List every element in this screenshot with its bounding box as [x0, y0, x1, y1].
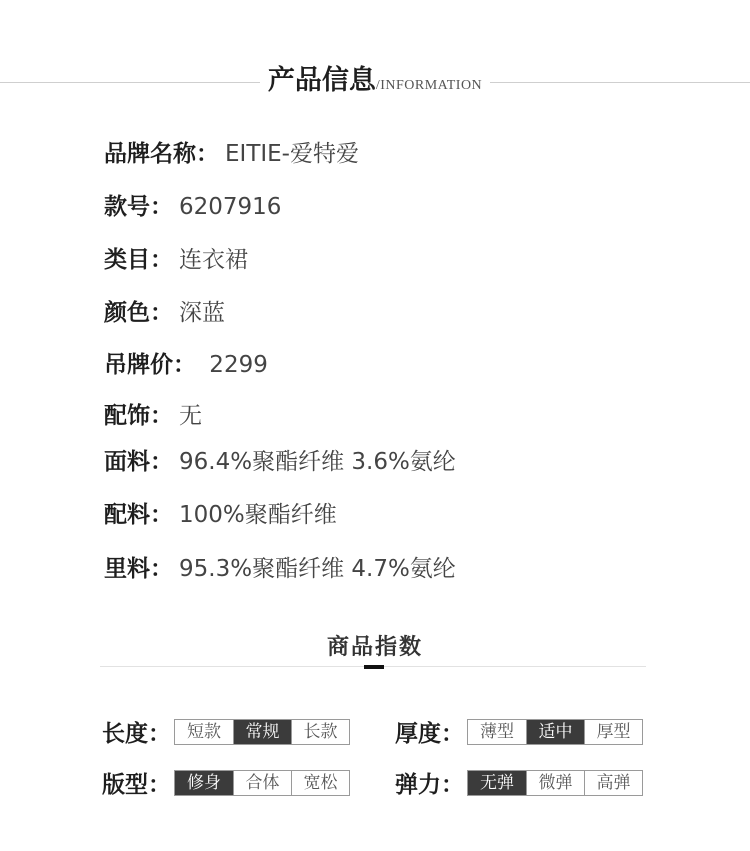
attr-option: 微弹 [526, 771, 584, 795]
attr-options [467, 719, 643, 745]
info-value: 2299 [202, 352, 268, 378]
info-value: 6207916 [179, 194, 282, 220]
info-value: 95.3%聚酯纤维 4.7%氨纶 [179, 556, 456, 582]
attr-fit [102, 766, 350, 799]
attr-label: 弹力： [395, 772, 464, 798]
info-label: 类目： [104, 247, 173, 273]
attr-option: 长款 [291, 720, 349, 744]
attr-option: 无弹 [468, 771, 526, 795]
info-label: 款号： [104, 194, 173, 220]
attr-label: 长度： [102, 721, 171, 747]
attr-options [174, 770, 350, 796]
info-label: 配饰： [104, 403, 173, 429]
section-header [0, 58, 750, 97]
info-row-fabric [104, 447, 456, 477]
info-label: 面料： [104, 449, 173, 475]
info-label: 品牌名称： [104, 141, 219, 167]
info-value: 无 [179, 403, 202, 429]
info-row-lining [104, 554, 456, 584]
index-divider-accent [364, 665, 384, 669]
attr-label: 厚度： [395, 721, 464, 747]
attr-label: 版型： [102, 772, 171, 798]
info-label: 吊牌价： [104, 352, 196, 378]
attr-options [174, 719, 350, 745]
info-row-brand [104, 139, 359, 169]
attr-option: 薄型 [480, 721, 514, 742]
info-row-accessories [104, 401, 202, 431]
attr-option: 高弹 [584, 771, 642, 795]
attr-option: 修身 [175, 771, 233, 795]
attr-option: 适中 [526, 720, 584, 744]
info-value: 100%聚酯纤维 [179, 502, 337, 528]
attr-elasticity [395, 766, 643, 799]
attr-options [467, 770, 643, 796]
info-value: EITIE-爱特爱 [225, 141, 359, 167]
section-title: 产品信息 [267, 65, 376, 96]
attr-option: 合体 [233, 771, 291, 795]
section-subtitle: /INFORMATION [375, 78, 483, 93]
info-row-color [104, 298, 225, 328]
attr-option: 宽松 [291, 771, 349, 795]
info-value: 96.4%聚酯纤维 3.6%氨纶 [179, 449, 456, 475]
attr-option: 常规 [233, 720, 291, 744]
info-row-style-number [104, 192, 281, 222]
info-row-category [104, 245, 248, 275]
info-label: 里料： [104, 556, 173, 582]
info-row-tag-price [104, 350, 268, 380]
index-title: 商品指数 [326, 635, 423, 660]
info-label: 配料： [104, 502, 173, 528]
attr-option: 厚型 [584, 720, 642, 744]
attr-thickness [395, 715, 643, 748]
attr-option: 短款 [187, 721, 221, 742]
info-value: 深蓝 [179, 300, 225, 326]
info-label: 颜色： [104, 300, 173, 326]
attr-length [102, 715, 350, 748]
info-row-trim [104, 500, 337, 530]
info-value: 连衣裙 [179, 247, 248, 273]
